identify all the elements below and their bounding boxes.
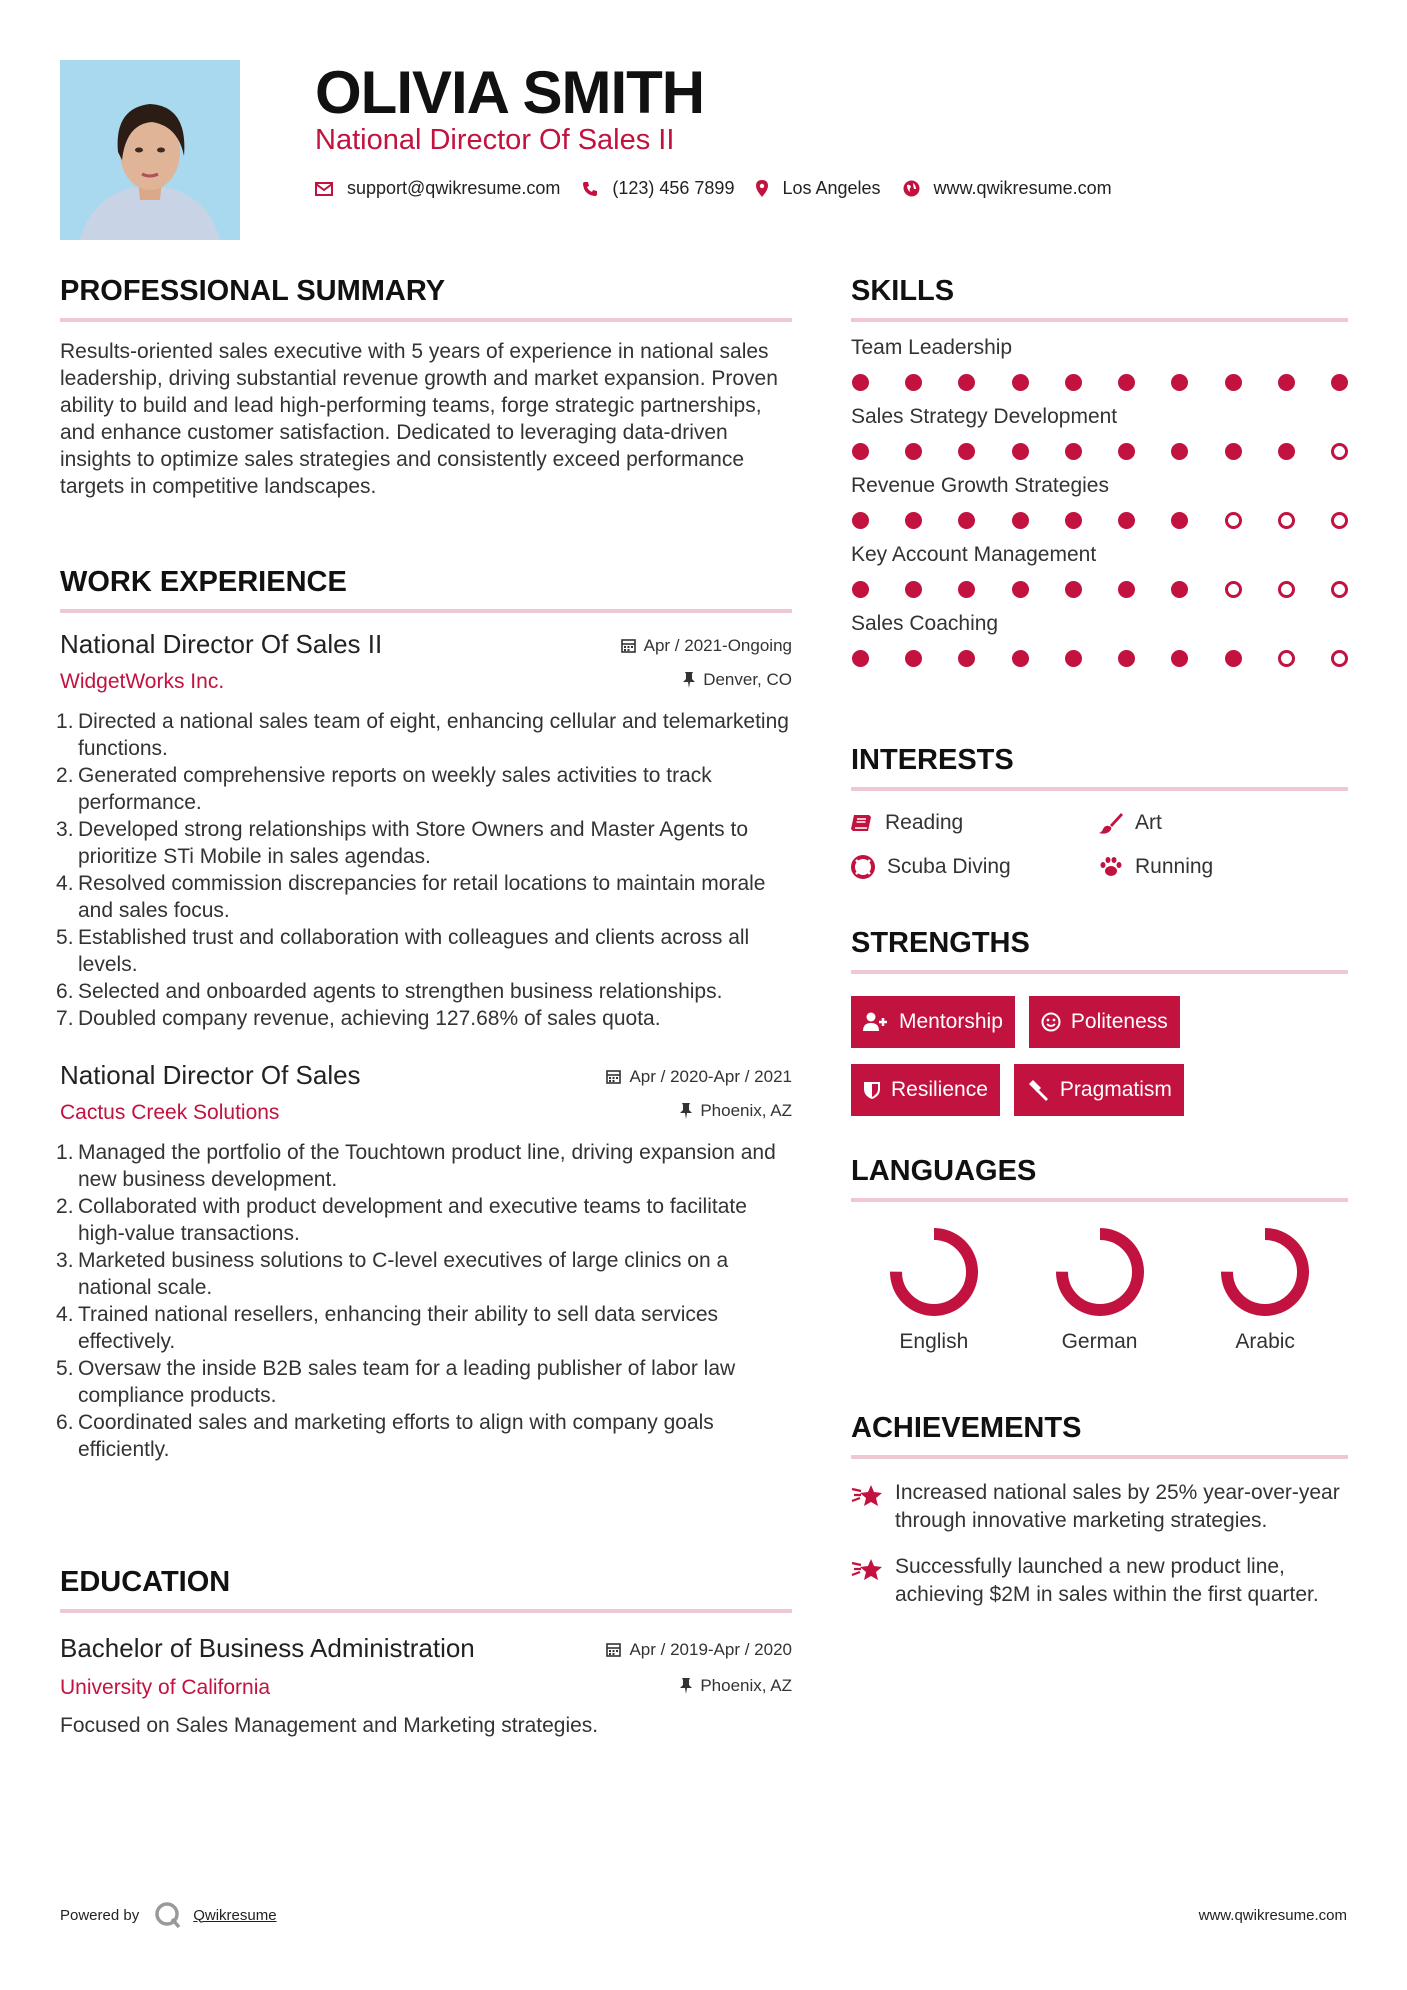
list-item: Trained national resellers, enhancing their ability to sell data services effectively. — [78, 1303, 719, 1353]
envelope-icon — [315, 182, 333, 196]
job-dates — [621, 636, 792, 656]
list-item: Collaborated with product development and executive teams to facilitate high-value transactions. — [78, 1195, 747, 1245]
skill-rating — [851, 581, 1348, 598]
interest-reading — [851, 811, 1099, 835]
job-location-text: Denver, CO — [703, 670, 792, 689]
footer-url[interactable]: www.qwikresume.com — [1198, 1906, 1347, 1924]
language-proficiency-arc — [1062, 1234, 1138, 1310]
rating-dot-filled — [1065, 650, 1082, 667]
language-item — [851, 1224, 1017, 1354]
skill-name: Team Leadership — [851, 336, 1013, 359]
life-ring-icon — [851, 855, 875, 879]
skill-name: Sales Strategy Development — [851, 405, 1118, 428]
powered-by-label: Powered by — [60, 1906, 140, 1924]
job-dates-text: Apr / 2021-Ongoing — [643, 635, 792, 655]
skill-item — [851, 405, 1348, 460]
job-dates — [606, 1067, 792, 1087]
qwikresume-logo-icon — [153, 1900, 183, 1930]
skill-rating — [851, 374, 1348, 391]
rating-dot-filled — [1225, 650, 1242, 667]
contact-website[interactable]: www.qwikresume.com — [933, 178, 1112, 198]
skill-item — [851, 336, 1348, 391]
job-location-text: Phoenix, AZ — [700, 1101, 792, 1120]
rating-dot-filled — [1065, 581, 1082, 598]
gavel-icon — [1026, 1079, 1050, 1101]
rating-dot-empty — [1278, 581, 1295, 598]
skills-heading: SKILLS — [851, 275, 1348, 322]
skill-rating — [851, 650, 1348, 667]
rating-dot-empty — [1225, 512, 1242, 529]
job-entry-2 — [60, 1060, 792, 1463]
job-dates-text: Apr / 2020-Apr / 2021 — [629, 1066, 792, 1086]
rating-dot-empty — [1331, 581, 1348, 598]
achievements-section — [851, 1412, 1348, 1609]
language-item — [1182, 1224, 1348, 1354]
list-item: Coordinated sales and marketing efforts to align with company goals efficiently. — [78, 1411, 714, 1461]
rating-dot-filled — [1012, 443, 1029, 460]
list-item: Developed strong relationships with Store Owners and Master Agents to prioritize STi Mobile in sales agendas. — [78, 818, 749, 868]
achievement-text: Increased national sales by 25% year-over-year through innovative marketing strategies. — [895, 1481, 1340, 1532]
language-name: German — [1061, 1330, 1138, 1353]
language-name: Arabic — [1235, 1330, 1295, 1353]
phone-icon — [582, 181, 598, 197]
pushpin-icon — [683, 672, 695, 688]
rating-dot-filled — [1278, 443, 1295, 460]
skills-section — [851, 275, 1348, 667]
rating-dot-filled — [1171, 512, 1188, 529]
job-responsibilities — [60, 708, 792, 1032]
rating-dot-filled — [852, 512, 869, 529]
job-title: National Director Of Sales — [60, 1060, 361, 1090]
job-location — [680, 1101, 792, 1121]
interest-label: Scuba Diving — [887, 855, 1011, 878]
list-item: Generated comprehensive reports on weekly sales activities to track performance. — [78, 764, 712, 814]
strength-label: Politeness — [1070, 1010, 1168, 1033]
pushpin-icon — [680, 1678, 692, 1694]
profile-photo — [60, 60, 240, 240]
strengths-heading: STRENGTHS — [851, 927, 1348, 974]
achievement-item — [851, 1479, 1348, 1535]
qwikresume-link[interactable]: Qwikresume — [193, 1906, 277, 1924]
rating-dot-filled — [1118, 512, 1135, 529]
education-section — [60, 1566, 792, 1739]
rating-dot-filled — [1171, 650, 1188, 667]
achievements-heading: ACHIEVEMENTS — [851, 1412, 1348, 1459]
summary-section — [60, 275, 792, 500]
rating-dot-filled — [1171, 581, 1188, 598]
rating-dot-filled — [1118, 650, 1135, 667]
interest-label: Art — [1135, 811, 1162, 834]
calendar-icon — [606, 1069, 621, 1084]
shield-icon — [863, 1080, 881, 1100]
degree-title: Bachelor of Business Administration — [60, 1633, 475, 1663]
job-title: National Director Of Sales II — [60, 629, 383, 659]
rating-dot-filled — [1012, 512, 1029, 529]
interests-heading: INTERESTS — [851, 744, 1348, 791]
rating-dot-filled — [852, 650, 869, 667]
map-marker-icon — [756, 180, 768, 197]
rating-dot-filled — [852, 374, 869, 391]
rating-dot-filled — [1171, 443, 1188, 460]
skill-item — [851, 543, 1348, 598]
list-item: Oversaw the inside B2B sales team for a leading publisher of labor law compliance products. — [78, 1357, 736, 1407]
rating-dot-filled — [1065, 374, 1082, 391]
contact-phone: (123) 456 7899 — [612, 178, 735, 198]
rating-dot-filled — [1012, 650, 1029, 667]
rating-dot-filled — [1065, 512, 1082, 529]
skill-item — [851, 474, 1348, 529]
rating-dot-filled — [852, 443, 869, 460]
rating-dot-filled — [1278, 374, 1295, 391]
strength-tag-resilience — [851, 1064, 1000, 1116]
pushpin-icon — [680, 1103, 692, 1119]
interest-label: Reading — [885, 811, 964, 834]
strength-label: Resilience — [891, 1078, 988, 1101]
list-item: Managed the portfolio of the Touchtown product line, driving expansion and new business development. — [78, 1141, 776, 1191]
shooting-star-icon — [851, 1481, 883, 1507]
rating-dot-filled — [1331, 374, 1348, 391]
school-name: University of California — [60, 1676, 271, 1699]
education-location — [680, 1676, 792, 1696]
job-location — [683, 670, 792, 690]
job-company: WidgetWorks Inc. — [60, 670, 225, 693]
contact-location: Los Angeles — [782, 178, 881, 198]
rating-dot-filled — [1118, 581, 1135, 598]
list-item: Directed a national sales team of eight, enhancing cellular and telemarketing functions. — [78, 710, 789, 760]
list-item: Resolved commission discrepancies for retail locations to maintain morale and sales focus. — [78, 872, 766, 922]
list-item: Selected and onboarded agents to strengthen business relationships. — [78, 980, 723, 1003]
rating-dot-filled — [852, 581, 869, 598]
list-item: Doubled company revenue, achieving 127.68% of sales quota. — [78, 1007, 661, 1030]
job-responsibilities — [60, 1139, 792, 1463]
rating-dot-empty — [1331, 443, 1348, 460]
skill-name: Revenue Growth Strategies — [851, 474, 1109, 497]
rating-dot-filled — [958, 443, 975, 460]
education-dates-text: Apr / 2019-Apr / 2020 — [629, 1639, 792, 1659]
footer — [60, 1900, 1347, 1930]
list-item: Established trust and collaboration with colleagues and clients across all levels. — [78, 926, 750, 976]
rating-dot-filled — [1225, 374, 1242, 391]
achievement-text: Successfully launched a new product line, achieving $2M in sales within the first quarter. — [895, 1555, 1319, 1606]
experience-section — [60, 566, 792, 1463]
language-item — [1017, 1224, 1183, 1354]
rating-dot-empty — [1331, 650, 1348, 667]
contact-bar — [315, 178, 1134, 199]
language-proficiency-ring — [1052, 1224, 1148, 1320]
smile-icon — [1041, 1012, 1061, 1032]
list-item: Marketed business solutions to C-level executives of large clinics on a national scale. — [78, 1249, 729, 1299]
skill-rating — [851, 512, 1348, 529]
rating-dot-filled — [958, 374, 975, 391]
rating-dot-filled — [958, 581, 975, 598]
rating-dot-filled — [905, 650, 922, 667]
education-note: Focused on Sales Management and Marketing strategies. — [60, 1714, 599, 1737]
rating-dot-filled — [1012, 374, 1029, 391]
strength-label: Pragmatism — [1059, 1078, 1172, 1101]
rating-dot-filled — [958, 650, 975, 667]
rating-dot-empty — [1225, 581, 1242, 598]
rating-dot-filled — [905, 581, 922, 598]
paw-icon — [1099, 856, 1123, 878]
education-location-text: Phoenix, AZ — [700, 1676, 792, 1695]
strength-label: Mentorship — [899, 1010, 1003, 1033]
interest-running — [1099, 855, 1299, 879]
calendar-icon — [621, 638, 636, 653]
language-name: English — [899, 1330, 969, 1353]
paintbrush-icon — [1099, 812, 1123, 834]
shooting-star-icon — [851, 1555, 883, 1581]
candidate-title: National Director Of Sales II — [315, 124, 675, 156]
rating-dot-filled — [1065, 443, 1082, 460]
languages-section — [851, 1155, 1348, 1354]
powered-by — [60, 1900, 277, 1930]
rating-dot-filled — [1225, 443, 1242, 460]
languages-list — [851, 1224, 1348, 1354]
interest-scuba-diving — [851, 855, 1099, 879]
job-company: Cactus Creek Solutions — [60, 1101, 280, 1124]
interest-art — [1099, 811, 1299, 835]
rating-dot-empty — [1278, 650, 1295, 667]
language-proficiency-ring — [886, 1224, 982, 1320]
language-proficiency-arc — [896, 1234, 972, 1310]
interests-section — [851, 744, 1348, 879]
summary-text: Results-oriented sales executive with 5 years of experience in national sales leadership, driving substantial revenue growth and market expansion. Proven ability to build and lead high-performing teams, forge strategic partnerships, and enhance customer satisfaction. Dedicated to leveraging data-driven insights to optimize sales strategies and consistently exceed performance targets in competitive landscapes. — [60, 340, 778, 498]
strength-tag-politeness — [1029, 996, 1180, 1048]
job-entry-1 — [60, 629, 792, 1032]
rating-dot-filled — [905, 443, 922, 460]
book-icon — [851, 813, 873, 833]
globe-icon — [903, 180, 920, 197]
rating-dot-filled — [958, 512, 975, 529]
strength-tag-mentorship — [851, 996, 1015, 1048]
achievement-item — [851, 1553, 1348, 1609]
rating-dot-filled — [905, 374, 922, 391]
rating-dot-empty — [1278, 512, 1295, 529]
language-proficiency-arc — [1227, 1234, 1303, 1310]
interest-label: Running — [1135, 855, 1214, 878]
language-proficiency-ring — [1217, 1224, 1313, 1320]
education-dates — [606, 1640, 792, 1660]
user-plus-icon — [863, 1012, 889, 1032]
rating-dot-empty — [1331, 512, 1348, 529]
contact-email[interactable]: support@qwikresume.com — [347, 178, 561, 198]
skill-name: Sales Coaching — [851, 612, 999, 635]
skill-name: Key Account Management — [851, 543, 1097, 566]
rating-dot-filled — [1171, 374, 1188, 391]
summary-heading: PROFESSIONAL SUMMARY — [60, 275, 792, 322]
languages-heading: LANGUAGES — [851, 1155, 1348, 1202]
skill-item — [851, 612, 1348, 667]
education-heading: EDUCATION — [60, 1566, 792, 1613]
calendar-icon — [606, 1642, 621, 1657]
rating-dot-filled — [905, 512, 922, 529]
rating-dot-filled — [1118, 443, 1135, 460]
strength-tag-pragmatism — [1014, 1064, 1184, 1116]
rating-dot-filled — [1012, 581, 1029, 598]
skill-rating — [851, 443, 1348, 460]
skills-list — [851, 336, 1348, 667]
experience-heading: WORK EXPERIENCE — [60, 566, 792, 613]
strengths-section — [851, 927, 1348, 1132]
rating-dot-filled — [1118, 374, 1135, 391]
candidate-name: OLIVIA SMITH — [315, 59, 705, 126]
